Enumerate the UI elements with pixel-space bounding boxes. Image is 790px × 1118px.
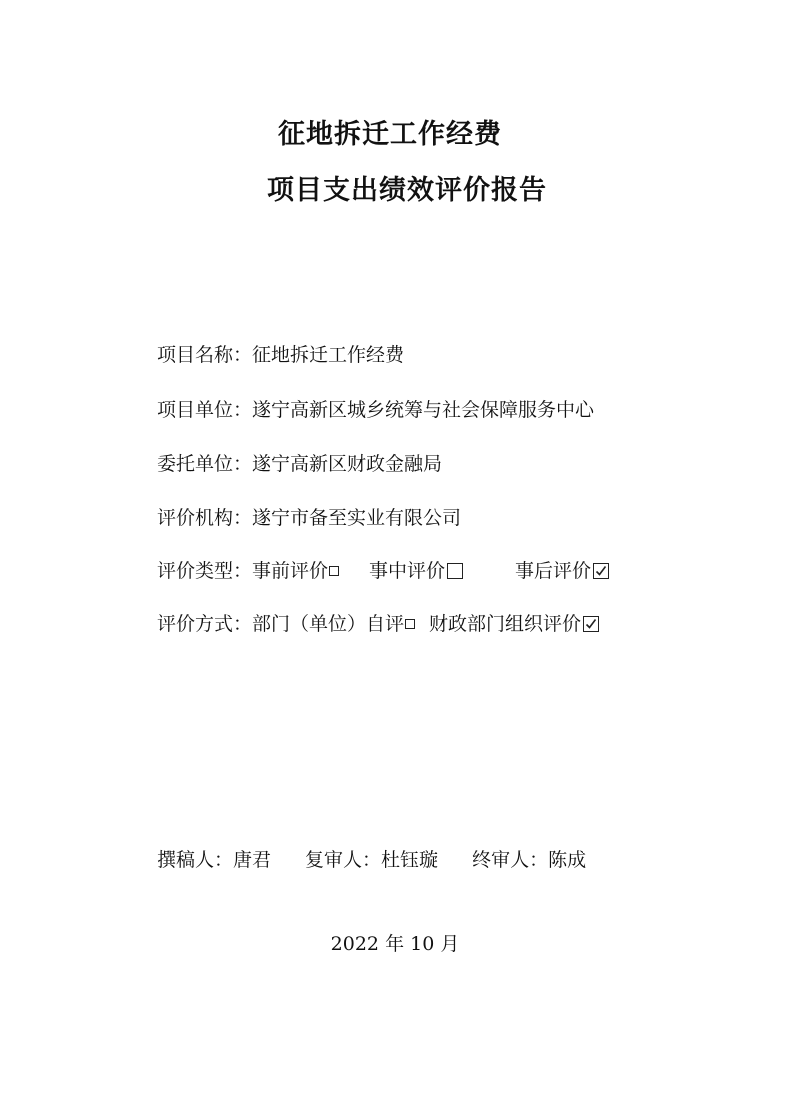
checked-box-icon bbox=[593, 563, 609, 579]
entrust-unit-row bbox=[157, 450, 442, 478]
report-date: 2022 年 10 月 bbox=[330, 933, 460, 955]
entrust-unit-label: 委托单位： bbox=[157, 453, 253, 475]
eval-type-option-post bbox=[515, 557, 609, 585]
project-name-value: 征地拆迁工作经费 bbox=[252, 344, 405, 366]
eval-type-mid-label: 事中评价 bbox=[369, 560, 446, 582]
final-reviewer-name: 陈成 bbox=[548, 849, 587, 871]
eval-type-option-mid bbox=[369, 557, 463, 585]
final-reviewer-label: 终审人： bbox=[472, 849, 549, 871]
reviewer-name: 杜钰璇 bbox=[381, 849, 439, 871]
eval-method-option-self bbox=[252, 610, 415, 638]
eval-type-post-label: 事后评价 bbox=[515, 560, 592, 582]
eval-org-row bbox=[157, 504, 461, 532]
eval-type-option-pre bbox=[252, 557, 339, 585]
unchecked-box-icon bbox=[329, 566, 339, 576]
report-title-line1: 征地拆迁工作经费 bbox=[278, 119, 502, 150]
project-unit-label: 项目单位： bbox=[157, 399, 253, 421]
checked-box-icon bbox=[583, 616, 599, 632]
eval-method-option-finance bbox=[429, 610, 599, 638]
reviewer-label: 复审人： bbox=[305, 849, 382, 871]
eval-method-label: 评价方式： bbox=[157, 613, 253, 635]
eval-org-value: 遂宁市备至实业有限公司 bbox=[252, 507, 462, 529]
drafter-name: 唐君 bbox=[233, 849, 272, 871]
project-name-row bbox=[157, 341, 404, 369]
unchecked-box-icon bbox=[405, 619, 415, 629]
signature-line bbox=[157, 846, 586, 874]
project-name-label: 项目名称： bbox=[157, 344, 253, 366]
eval-type-pre-label: 事前评价 bbox=[252, 560, 329, 582]
eval-type-row bbox=[157, 557, 609, 585]
unchecked-box-icon bbox=[447, 563, 463, 579]
eval-method-row bbox=[157, 610, 599, 638]
drafter-label: 撰稿人： bbox=[157, 849, 234, 871]
report-title-line2: 项目支出绩效评价报告 bbox=[267, 175, 547, 206]
eval-method-finance-label: 财政部门组织评价 bbox=[429, 613, 582, 635]
entrust-unit-value: 遂宁高新区财政金融局 bbox=[252, 453, 443, 475]
eval-org-label: 评价机构： bbox=[157, 507, 253, 529]
eval-method-self-label: 部门（单位）自评 bbox=[252, 613, 405, 635]
project-unit-row bbox=[157, 396, 594, 424]
eval-type-label: 评价类型： bbox=[157, 560, 253, 582]
project-unit-value: 遂宁高新区城乡统筹与社会保障服务中心 bbox=[252, 399, 595, 421]
